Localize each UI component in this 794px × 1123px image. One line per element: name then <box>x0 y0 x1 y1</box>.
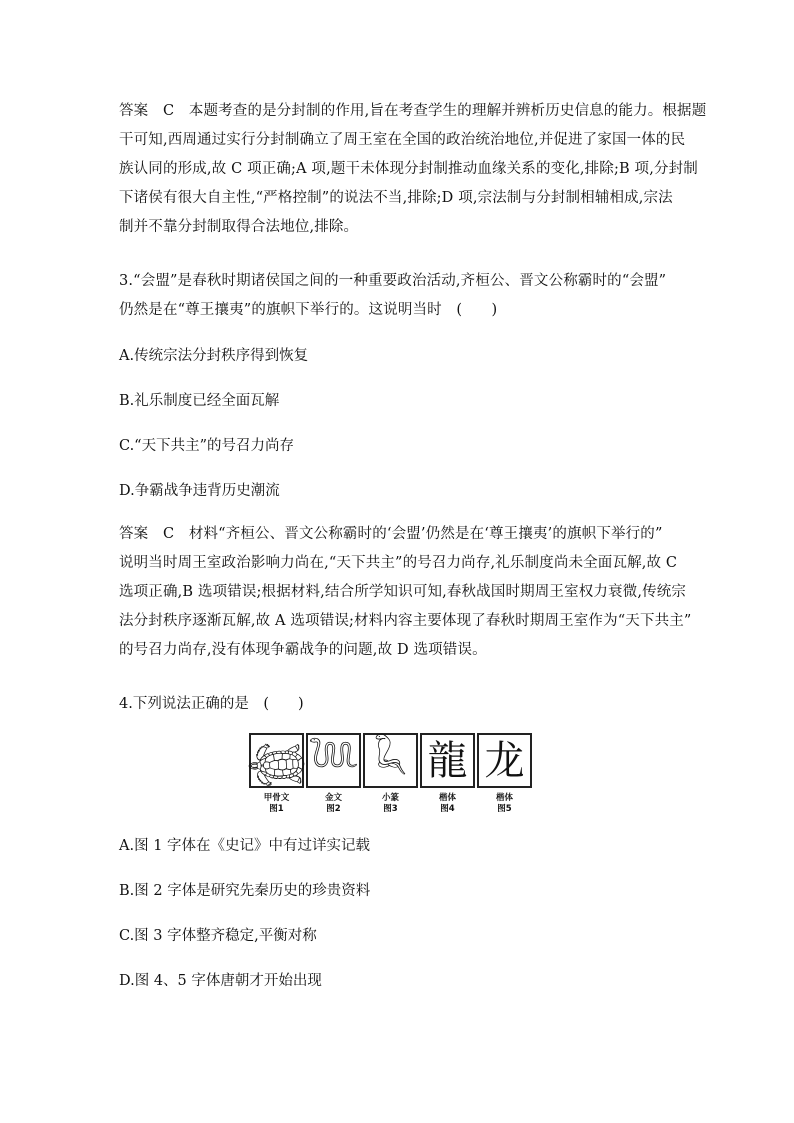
figure-5-regular-glyph: 龙 <box>477 733 532 788</box>
question-3-line: 3.“会盟”是春秋时期诸侯国之间的一种重要政治活动,齐桓公、晋文公称霸时的“会盟” <box>119 273 667 289</box>
figure-1-caption <box>249 793 304 815</box>
q4-option-b: B.图 2 字体是研究先秦历史的珍贵资料 <box>119 883 371 899</box>
dragon-script-figures <box>246 733 559 815</box>
figure-script-name: 楷体 <box>495 793 513 803</box>
figure-4-caption <box>420 793 475 815</box>
q3-option-d: D.争霸战争违背历史潮流 <box>119 483 280 499</box>
figure-script-name: 金文 <box>324 793 342 803</box>
figure-1-oracle-bone-glyph: 𓆉 <box>249 733 304 788</box>
figure-3-seal-glyph: 𓆗 <box>363 733 418 788</box>
figure-5-caption <box>477 793 532 815</box>
answer-q2-line: 干可知,西周通过实行分封制确立了周王室在全国的政治统治地位,并促进了家国一体的民 <box>119 132 686 148</box>
answer-q2-line: 制并不靠分封制取得合法地位,排除。 <box>119 219 359 235</box>
question-3-line: 仍然是在“尊王攘夷”的旗帜下举行的。这说明当时 ( ) <box>119 302 498 318</box>
figure-label: 图4 <box>440 804 455 814</box>
q4-option-d: D.图 4、5 字体唐朝才开始出现 <box>119 973 322 989</box>
answer-q3-line: 的号召力尚存,没有体现争霸战争的问题,故 D 选项错误。 <box>119 642 487 658</box>
figure-label: 图3 <box>383 804 398 814</box>
q3-option-b: B.礼乐制度已经全面瓦解 <box>119 393 280 409</box>
answer-q3-line: 答案 C 材料“齐桓公、晋文公称霸时的‘会盟’仍然是在‘尊王攘夷’的旗帜下举行的” <box>119 526 663 542</box>
figure-label: 图2 <box>326 804 341 814</box>
figure-label: 图1 <box>269 804 284 814</box>
figure-label: 图5 <box>497 804 512 814</box>
answer-q3-line: 法分封秩序逐渐瓦解,故 A 选项错误;材料内容主要体现了春秋时期周王室作为“天下共主” <box>119 613 692 629</box>
q3-option-c: C.“天下共主”的号召力尚存 <box>119 438 295 454</box>
answer-q2-line: 族认同的形成,故 C 项正确;A 项,题干未体现分封制推动血缘关系的变化,排除;B 项,分封制 <box>119 161 698 177</box>
answer-q3 <box>119 520 692 665</box>
figure-2-bronze-glyph: 𓆙 <box>306 733 361 788</box>
answer-q2-line: 答案 C 本题考查的是分封制的作用,旨在考查学生的理解并辨析历史信息的能力。根据题 <box>119 103 707 119</box>
figure-script-name: 楷体 <box>438 793 456 803</box>
figure-script-name: 小篆 <box>381 793 399 803</box>
answer-q2 <box>119 97 707 242</box>
figure-4-regular-glyph: 龍 <box>420 733 475 788</box>
answer-q3-line: 说明当时周王室政治影响力尚在,“天下共主”的号召力尚存,礼乐制度尚未全面瓦解,故 C <box>119 555 678 571</box>
q4-option-c: C.图 3 字体整齐稳定,平衡对称 <box>119 928 317 944</box>
figure-2-caption <box>306 793 361 815</box>
answer-q3-line: 选项正确,B 选项错误;根据材料,结合所学知识可知,春秋战国时期周王室权力衰微,传统宗 <box>119 584 687 600</box>
answer-q2-line: 下诸侯有很大自主性,“严格控制”的说法不当,排除;D 项,宗法制与分封制相辅相成,宗法 <box>119 190 673 206</box>
q4-option-a: A.图 1 字体在《史记》中有过详实记载 <box>119 838 371 854</box>
question-3-stem <box>119 267 679 325</box>
q3-option-a: A.传统宗法分封秩序得到恢复 <box>119 348 309 364</box>
question-4-stem: 4.下列说法正确的是 ( ) <box>119 696 304 712</box>
figure-script-name: 甲骨文 <box>263 793 290 803</box>
figure-3-caption <box>363 793 418 815</box>
